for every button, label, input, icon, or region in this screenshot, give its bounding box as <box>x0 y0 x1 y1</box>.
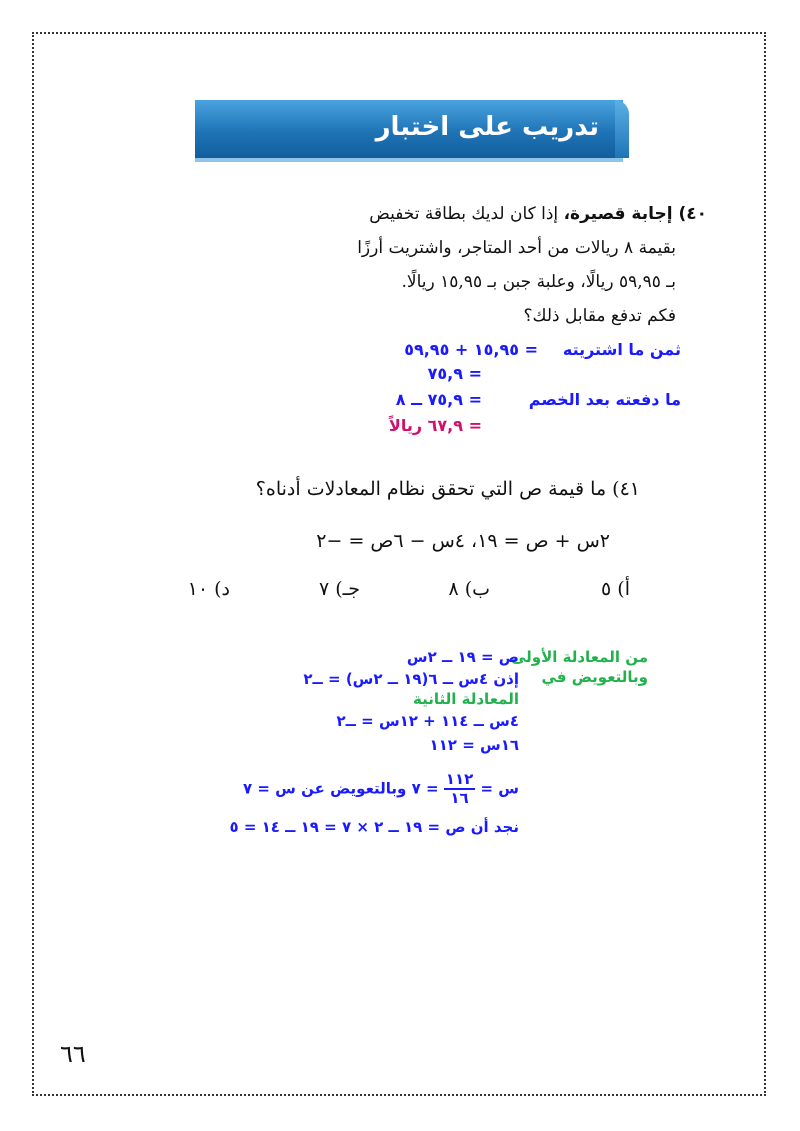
q40-sol-label-1: ثمن ما اشتريته <box>562 340 681 359</box>
q41-system: ٢س + ص = ١٩، ٤س − ٦ص = −٢ <box>316 530 610 552</box>
q41-sol-line6: نجد أن ص = ١٩ ــ ٢ × ٧ = ١٩ ــ ١٤ = ٥ <box>229 818 519 836</box>
q40-line1 <box>369 204 707 224</box>
section-banner <box>195 100 623 158</box>
q41-sol-line4: ١٦س = ١١٢ <box>429 736 519 754</box>
q40-text-line1: إذا كان لديك بطاقة تخفيض <box>369 204 559 224</box>
q41-sol-line1: ص = ١٩ ــ ٢س <box>406 648 519 666</box>
q41-note-line2: وبالتعويض في <box>541 668 648 686</box>
q41-question: ٤١) ما قيمة ص التي تحقق نظام المعادلات أدناه؟ <box>255 478 640 500</box>
q41-sol5-suffix: = ٧ وبالتعويض عن س = ٧ <box>243 779 439 798</box>
fraction <box>444 772 475 806</box>
q41-note-line3: المعادلة الثانية <box>413 690 519 708</box>
fraction-numerator: ١١٢ <box>445 770 474 788</box>
q41-note-line1: من المعادلة الأولى <box>510 648 648 666</box>
q40-sol-label-3: ما دفعته بعد الخصم <box>528 390 681 409</box>
q41-option-d[interactable]: د) ١٠ <box>187 578 230 600</box>
q40-text-line3: بـ ٥٩,٩٥ ريالًا، وعلبة جبن بـ ١٥,٩٥ ريالًا. <box>401 272 676 292</box>
page-number: ٦٦ <box>60 1040 86 1068</box>
q40-sol-value-3: = ٧٥,٩ ــ ٨ <box>395 390 482 409</box>
q41-option-a[interactable]: أ) ٥ <box>601 578 630 600</box>
q40-label: ٤٠) إجابة قصيرة، <box>563 204 707 224</box>
fraction-denominator: ١٦ <box>450 789 469 807</box>
q40-sol-value-1: = ١٥,٩٥ + ٥٩,٩٥ <box>404 340 538 359</box>
q40-text-line2: بقيمة ٨ ريالات من أحد المتاجر، واشتريت أرزًا <box>357 238 676 258</box>
q41-sol-line3: ٤س ــ ١١٤ + ١٢س = ــ٢ <box>336 712 519 730</box>
page-frame <box>32 32 766 1096</box>
banner-title: تدريب على اختبار <box>375 112 599 142</box>
q41-option-c[interactable]: جـ) ٧ <box>319 578 360 600</box>
q40-text-line4: فكم تدفع مقابل ذلك؟ <box>523 306 676 326</box>
q41-sol-line2: إذن ٤س ــ ٦(١٩ ــ ٢س) = ــ٢ <box>303 670 519 688</box>
q41-sol5-prefix: س = <box>480 779 519 798</box>
q41-sol-line5 <box>243 772 519 806</box>
banner-underline <box>195 158 623 162</box>
q40-final-answer: = ٦٧,٩ ريالاً <box>388 416 482 435</box>
q40-sol-value-2: = ٧٥,٩ <box>427 364 482 383</box>
q41-option-b[interactable]: ب) ٨ <box>448 578 490 600</box>
